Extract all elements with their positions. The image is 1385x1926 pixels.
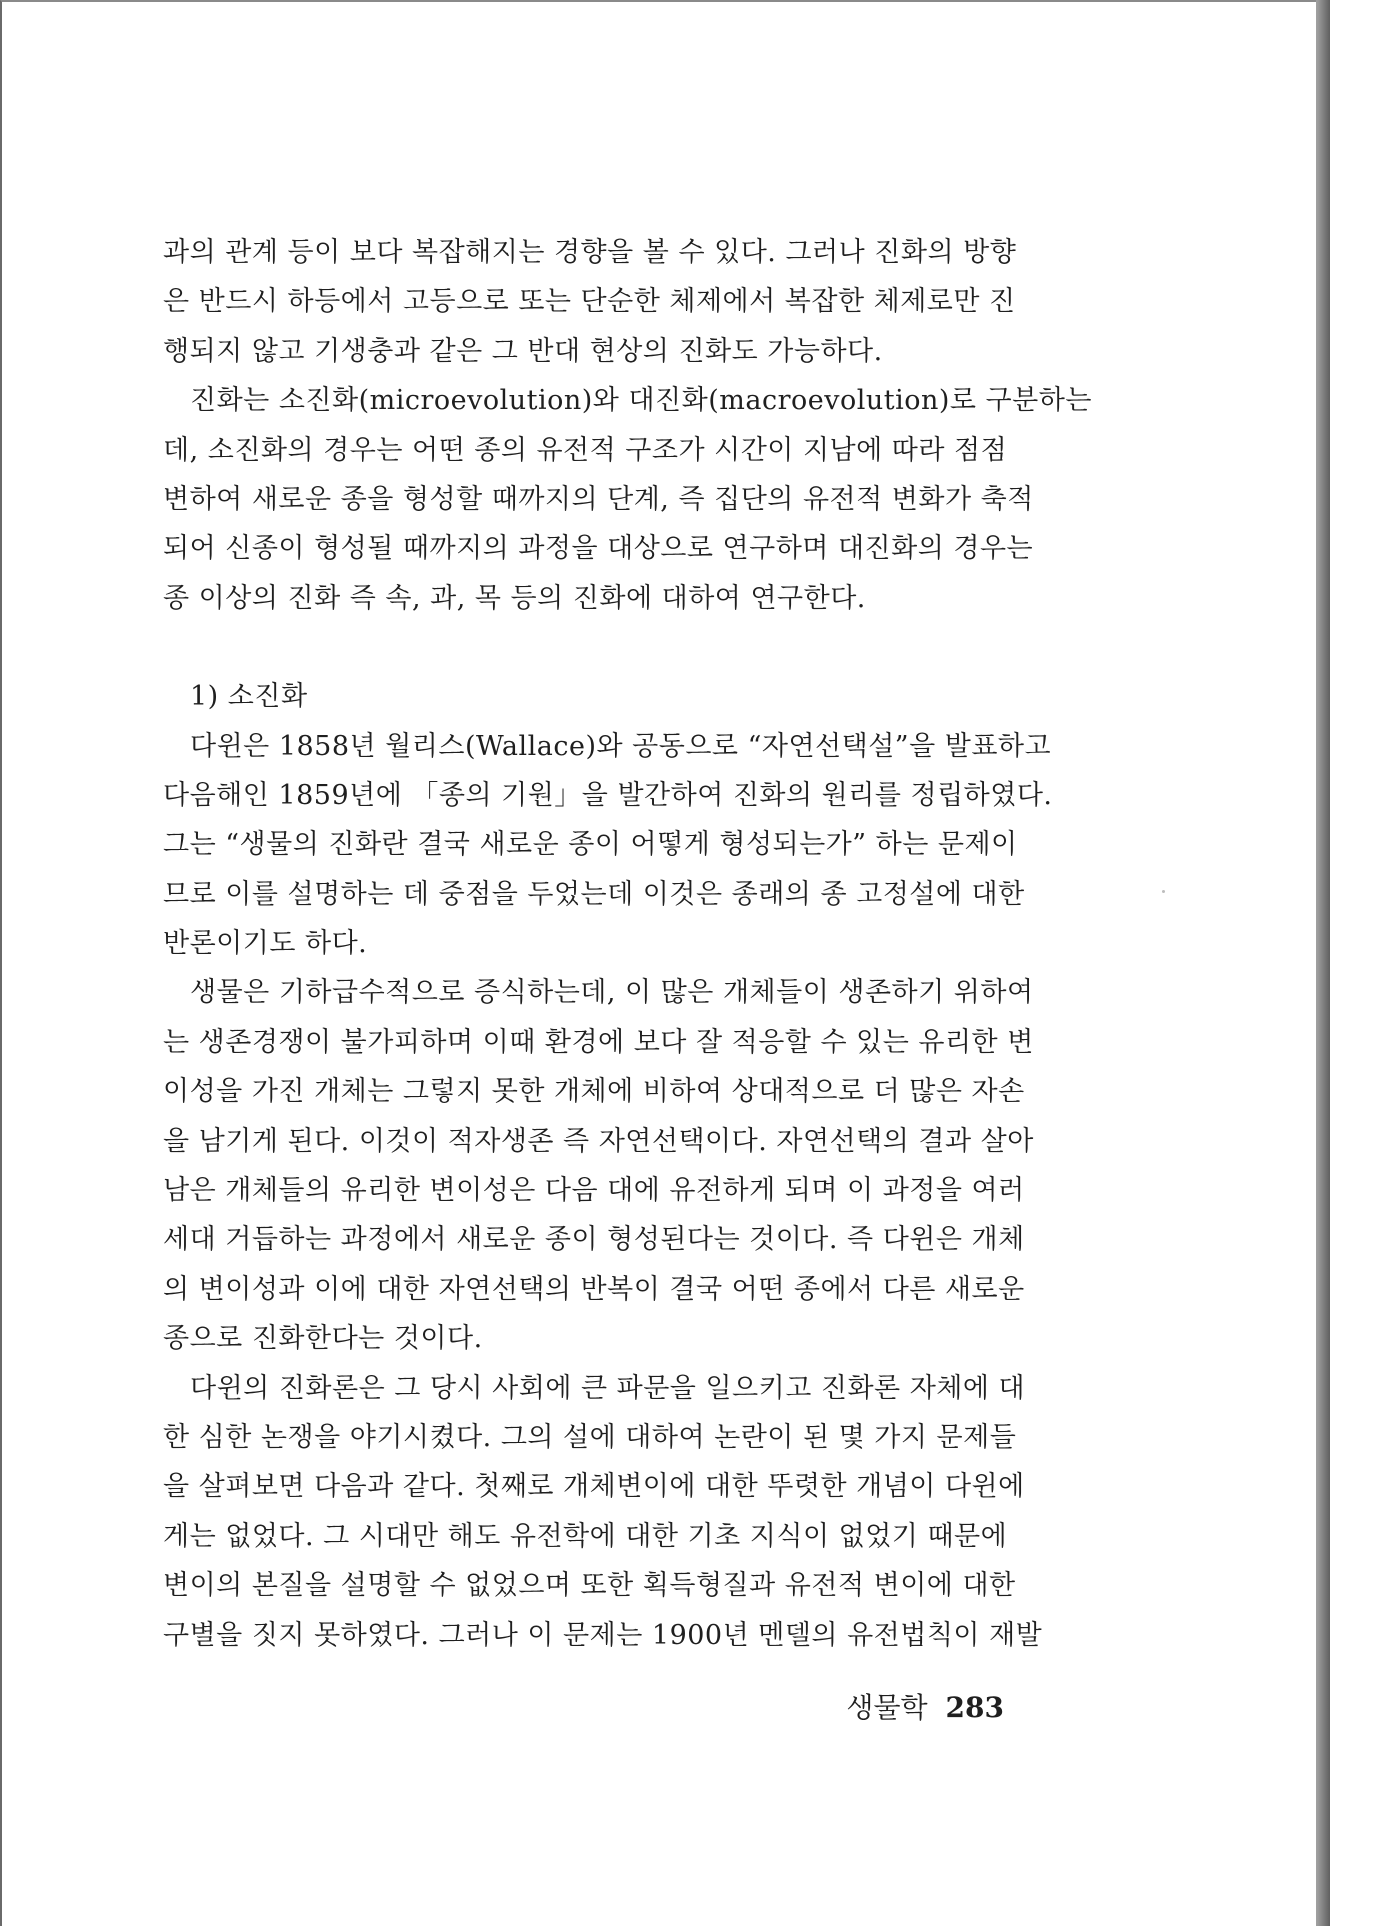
text-line: 세대 거듭하는 과정에서 새로운 종이 형성된다는 것이다. 즉 다윈은 개체 bbox=[163, 1224, 1025, 1256]
text-line: 과의 관계 등이 보다 복잡해지는 경향을 볼 수 있다. 그러나 진화의 방향 bbox=[163, 237, 1017, 268]
running-title: 생물학 bbox=[846, 1691, 928, 1724]
text-line: 는 생존경쟁이 불가피하며 이때 환경에 보다 잘 적응할 수 있는 유리한 변 bbox=[163, 1026, 1034, 1058]
text-line: 그는 “생물의 진화란 결국 새로운 종이 어떻게 형성되는가” 하는 문제이 bbox=[163, 829, 1018, 861]
section-heading: 1) 소진화 bbox=[190, 681, 308, 713]
text-line: 변하여 새로운 종을 형성할 때까지의 단계, 즉 집단의 유전적 변화가 축적 bbox=[163, 483, 1034, 515]
text-line: 데, 소진화의 경우는 어떤 종의 유전적 구조가 시간이 지남에 따라 점점 bbox=[163, 434, 1008, 466]
text-line: 반론이기도 하다. bbox=[163, 928, 368, 960]
text-line: 을 남기게 된다. 이것이 적자생존 즉 자연선택이다. 자연선택의 결과 살아 bbox=[163, 1125, 1034, 1157]
text-line: 한 심한 논쟁을 야기시켰다. 그의 설에 대하여 논란이 된 몇 가지 문제들 bbox=[163, 1421, 1017, 1453]
page-number: 283 bbox=[945, 1691, 1004, 1724]
text-line: 다윈의 진화론은 그 당시 사회에 큰 파문을 일으키고 진화론 자체에 대 bbox=[190, 1372, 1026, 1404]
text-line: 진화는 소진화(microevolution)와 대진화(macroevolution)로 구분하는 bbox=[190, 385, 1092, 417]
text-line: 되어 신종이 형성될 때까지의 과정을 대상으로 연구하며 대진화의 경우는 bbox=[163, 533, 1034, 565]
body-text bbox=[163, 228, 1107, 1660]
page-footer bbox=[846, 1686, 1004, 1726]
text-line: 변이의 본질을 설명할 수 없었으며 또한 획득형질과 유전적 변이에 대한 bbox=[163, 1570, 1016, 1602]
text-line: 을 살펴보면 다음과 같다. 첫째로 개체변이에 대한 뚜렷한 개념이 다윈에 bbox=[163, 1471, 1025, 1503]
text-line: 종으로 진화한다는 것이다. bbox=[163, 1323, 483, 1355]
text-line: 은 반드시 하등에서 고등으로 또는 단순한 체제에서 복잡한 체제로만 진 bbox=[163, 286, 1016, 318]
text-line: 종 이상의 진화 즉 속, 과, 목 등의 진화에 대하여 연구한다. bbox=[163, 582, 866, 614]
text-line: 의 변이성과 이에 대한 자연선택의 반복이 결국 어떤 종에서 다른 새로운 bbox=[163, 1273, 1025, 1305]
text-line: 행되지 않고 기생충과 같은 그 반대 현상의 진화도 가능하다. bbox=[163, 335, 883, 367]
text-line: 이성을 가진 개체는 그렇지 못한 개체에 비하여 상대적으로 더 많은 자손 bbox=[163, 1076, 1025, 1108]
text-line: 게는 없었다. 그 시대만 해도 유전학에 대한 기초 지식이 없었기 때문에 bbox=[163, 1520, 1008, 1552]
text-line: 므로 이를 설명하는 데 중점을 두었는데 이것은 종래의 종 고정설에 대한 bbox=[163, 878, 1025, 910]
scan-speck bbox=[1162, 890, 1165, 893]
text-line: 생물은 기하급수적으로 증식하는데, 이 많은 개체들이 생존하기 위하여 bbox=[190, 977, 1034, 1009]
text-line: 남은 개체들의 유리한 변이성은 다음 대에 유전하게 되며 이 과정을 여러 bbox=[163, 1175, 1025, 1207]
text-line: 다윈은 1858년 월리스(Wallace)와 공동으로 “자연선택설”을 발표하고 bbox=[190, 730, 1052, 762]
text-line: 다음해인 1859년에 「종의 기원」을 발간하여 진화의 원리를 정립하였다. bbox=[163, 779, 1053, 811]
text-line: 구별을 짓지 못하였다. 그러나 이 문제는 1900년 멘델의 유전법칙이 재발 bbox=[163, 1619, 1043, 1651]
